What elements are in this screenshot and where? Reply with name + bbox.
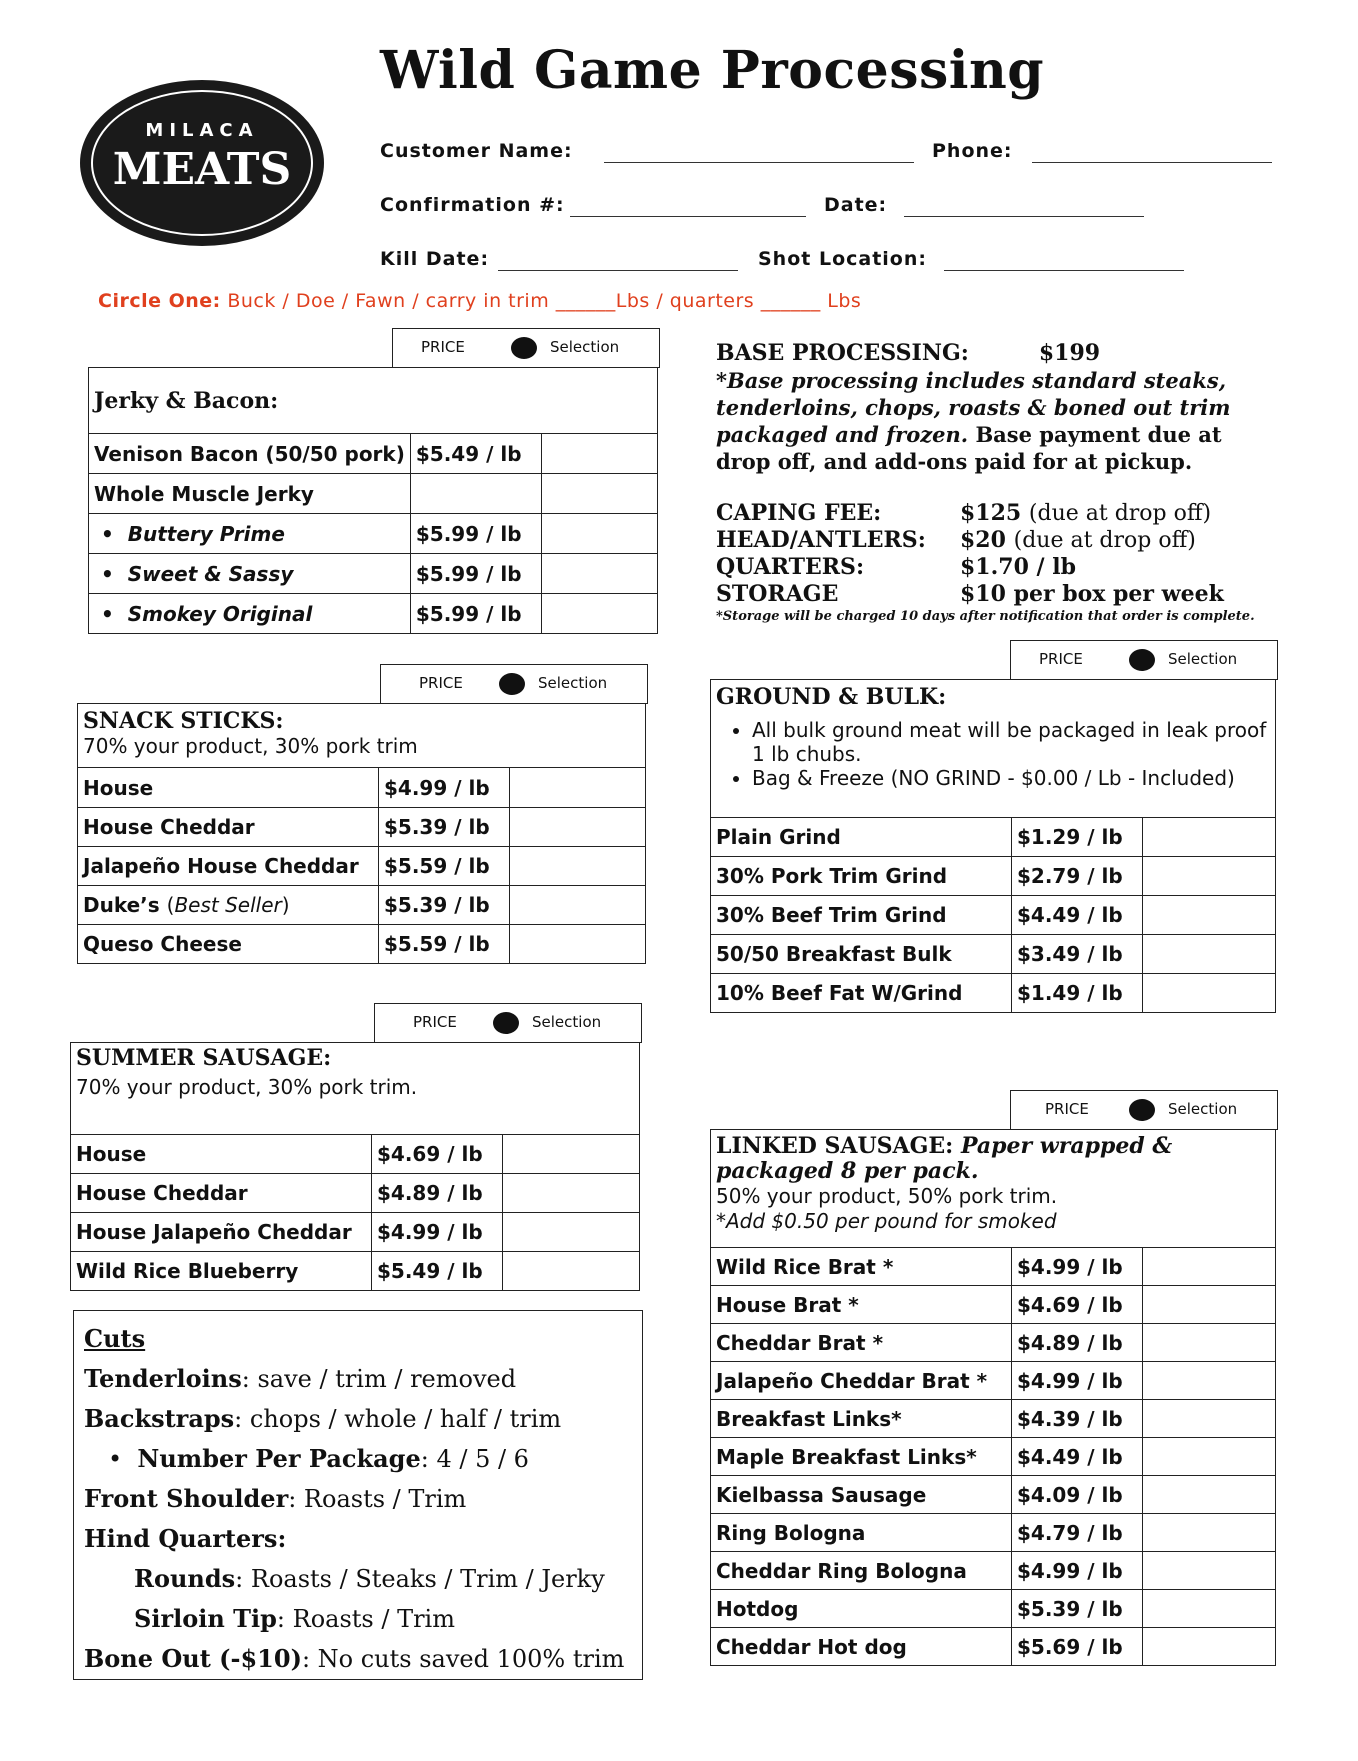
item-name: Maple Breakfast Links*	[711, 1438, 1012, 1476]
shot-location-field[interactable]	[944, 270, 1184, 271]
ground-table	[710, 679, 1276, 1013]
item-price: $5.39 / lb	[379, 886, 510, 925]
table-row	[78, 847, 646, 886]
confirmation-label: Confirmation #:	[380, 194, 565, 216]
item-price: $5.39 / lb	[1012, 1590, 1143, 1628]
base-price: $199	[1038, 340, 1101, 366]
item-name: House Cheddar	[78, 808, 379, 847]
item-price: $4.99 / lb	[1012, 1552, 1143, 1590]
item-name: House Brat *	[711, 1286, 1012, 1324]
item-name: House Jalapeño Cheddar	[71, 1213, 372, 1252]
item-name: Wild Rice Blueberry	[71, 1252, 372, 1291]
table-row	[711, 1438, 1276, 1476]
item-name: 30% Beef Trim Grind	[711, 896, 1012, 935]
item-price: $4.89 / lb	[1012, 1324, 1143, 1362]
cuts-backstraps[interactable]: Backstraps: chops / whole / half / trim	[84, 1404, 562, 1433]
customer-name-label: Customer Name:	[380, 140, 573, 162]
snack-title: SNACK STICKS:	[83, 708, 284, 734]
item-price: $5.69 / lb	[1012, 1628, 1143, 1666]
table-row	[89, 594, 658, 634]
selection-cell[interactable]	[503, 1252, 640, 1291]
table-row	[89, 474, 658, 514]
table-row	[711, 1552, 1276, 1590]
table-row	[78, 925, 646, 964]
item-price: $4.89 / lb	[372, 1174, 503, 1213]
selection-cell[interactable]	[1143, 1628, 1276, 1666]
linked-title-italic: Paper wrapped & packaged 8 per pack.	[716, 1133, 1173, 1184]
base-processing	[716, 340, 1256, 475]
jerky-title: Jerky & Bacon:	[89, 368, 658, 434]
item-price: $4.79 / lb	[1012, 1514, 1143, 1552]
selection-cell[interactable]	[1143, 1400, 1276, 1438]
item-name: Venison Bacon (50/50 pork)	[89, 434, 411, 474]
snack-subtitle: 70% your product, 30% pork trim	[83, 734, 418, 758]
selection-dot-icon	[499, 673, 525, 695]
selection-cell[interactable]	[1143, 1324, 1276, 1362]
item-price: $4.99 / lb	[372, 1213, 503, 1252]
selection-dot-icon	[1129, 1099, 1155, 1121]
ground-header-cell	[711, 680, 1276, 818]
selection-cell[interactable]	[510, 886, 646, 925]
item-price: $4.49 / lb	[1012, 1438, 1143, 1476]
table-row	[711, 974, 1276, 1013]
item-price: $4.49 / lb	[1012, 896, 1143, 935]
base-label: BASE PROCESSING:	[716, 340, 969, 366]
item-name: 50/50 Breakfast Bulk	[711, 935, 1012, 974]
selection-cell[interactable]	[510, 808, 646, 847]
item-name: • Buttery Prime	[89, 514, 411, 554]
snack-col-header	[380, 664, 648, 704]
selection-cell[interactable]	[1143, 1590, 1276, 1628]
selection-cell[interactable]	[541, 594, 657, 634]
table-row	[89, 554, 658, 594]
jerky-table	[88, 367, 658, 634]
table-row	[89, 434, 658, 474]
selection-dot-icon	[493, 1012, 519, 1034]
logo-main-text: MEATS	[112, 144, 292, 195]
table-row	[711, 1476, 1276, 1514]
item-name: House	[71, 1135, 372, 1174]
item-name: Plain Grind	[711, 818, 1012, 857]
item-price: $1.29 / lb	[1012, 818, 1143, 857]
selection-cell[interactable]	[1143, 1248, 1276, 1286]
item-price: $4.99 / lb	[1012, 1248, 1143, 1286]
item-name: Cheddar Ring Bologna	[711, 1552, 1012, 1590]
selection-cell[interactable]	[1143, 896, 1276, 935]
confirmation-field[interactable]	[570, 216, 806, 217]
price-col-label: PRICE	[413, 1013, 457, 1031]
item-name: Jalapeño Cheddar Brat *	[711, 1362, 1012, 1400]
item-price: $5.59 / lb	[379, 847, 510, 886]
item-name: Hotdog	[711, 1590, 1012, 1628]
table-row	[89, 514, 658, 554]
item-name: Duke’s (Best Seller)	[78, 886, 379, 925]
item-name: Wild Rice Brat *	[711, 1248, 1012, 1286]
table-row	[711, 935, 1276, 974]
cuts-bone-out[interactable]: Bone Out (-$10): No cuts saved 100% trim	[84, 1644, 625, 1673]
date-label: Date:	[824, 194, 888, 216]
item-name: Whole Muscle Jerky	[89, 474, 411, 514]
item-price: $5.59 / lb	[379, 925, 510, 964]
logo-top-text: MILACA	[145, 120, 259, 141]
table-row	[711, 1400, 1276, 1438]
item-name: Queso Cheese	[78, 925, 379, 964]
cuts-title: Cuts	[84, 1324, 146, 1353]
cuts-number-per-package[interactable]: • Number Per Package: 4 / 5 / 6	[108, 1444, 529, 1473]
table-row	[711, 818, 1276, 857]
table-row	[71, 1213, 640, 1252]
circle-one-options[interactable]: Buck / Doe / Fawn / carry in trim ______Lbs / quarters ______ Lbs	[227, 290, 862, 312]
storage-note: *Storage will be charged 10 days after notification that order is complete.	[716, 609, 1255, 624]
item-price: $5.99 / lb	[410, 594, 541, 634]
selection-cell[interactable]	[1143, 857, 1276, 896]
cuts-rounds[interactable]: Rounds: Roasts / Steaks / Trim / Jerky	[134, 1564, 605, 1593]
selection-cell[interactable]	[1143, 818, 1276, 857]
price-col-label: PRICE	[421, 338, 465, 356]
selection-cell[interactable]	[510, 925, 646, 964]
table-row	[71, 1135, 640, 1174]
price-col-label: PRICE	[1045, 1100, 1089, 1118]
item-price: $4.99 / lb	[379, 768, 510, 808]
item-price: $2.79 / lb	[1012, 857, 1143, 896]
table-row	[71, 1252, 640, 1291]
selection-cell[interactable]	[510, 847, 646, 886]
circle-one-label: Circle One:	[98, 290, 221, 312]
selection-cell[interactable]	[503, 1135, 640, 1174]
phone-field[interactable]	[1032, 162, 1272, 163]
selection-col-label: Selection	[1168, 1100, 1238, 1118]
selection-cell[interactable]	[1143, 935, 1276, 974]
item-price: $1.49 / lb	[1012, 974, 1143, 1013]
item-price: $5.99 / lb	[410, 554, 541, 594]
selection-cell[interactable]	[541, 514, 657, 554]
table-row	[711, 1590, 1276, 1628]
selection-cell[interactable]	[541, 434, 657, 474]
selection-cell[interactable]	[541, 554, 657, 594]
cuts-sirloin-tip[interactable]: Sirloin Tip: Roasts / Trim	[134, 1604, 455, 1633]
snack-table	[77, 703, 646, 964]
table-row	[78, 886, 646, 925]
cuts-front-shoulder[interactable]: Front Shoulder: Roasts / Trim	[84, 1484, 467, 1513]
table-row	[711, 1362, 1276, 1400]
fees	[716, 500, 1256, 625]
cuts-box	[73, 1310, 643, 1680]
selection-dot-icon	[511, 337, 537, 359]
item-name: 30% Pork Trim Grind	[711, 857, 1012, 896]
item-price: $4.99 / lb	[1012, 1362, 1143, 1400]
price-col-label: PRICE	[1039, 650, 1083, 668]
fee-row: STORAGE $10 per box per week	[716, 581, 1224, 607]
item-price: $4.39 / lb	[1012, 1400, 1143, 1438]
cuts-hind-quarters: Hind Quarters:	[84, 1524, 287, 1553]
table-row	[78, 808, 646, 847]
item-price: $4.69 / lb	[1012, 1286, 1143, 1324]
item-name: Cheddar Hot dog	[711, 1628, 1012, 1666]
cuts-tenderloins[interactable]: Tenderloins: save / trim / removed	[84, 1364, 517, 1393]
ground-title: GROUND & BULK:	[716, 684, 947, 710]
item-name: Jalapeño House Cheddar	[78, 847, 379, 886]
item-price	[410, 474, 541, 514]
selection-cell[interactable]	[1143, 1476, 1276, 1514]
table-row	[711, 1286, 1276, 1324]
summer-header-cell	[71, 1043, 640, 1135]
table-row	[711, 1514, 1276, 1552]
linked-table	[710, 1129, 1276, 1666]
item-price: $5.49 / lb	[410, 434, 541, 474]
selection-cell[interactable]	[1143, 1552, 1276, 1590]
price-col-label: PRICE	[419, 674, 463, 692]
selection-cell[interactable]	[1143, 1514, 1276, 1552]
selection-cell[interactable]	[503, 1213, 640, 1252]
selection-cell[interactable]	[1143, 1362, 1276, 1400]
item-price: $5.39 / lb	[379, 808, 510, 847]
fee-row: HEAD/ANTLERS: $20 (due at drop off)	[716, 527, 1196, 553]
linked-title: LINKED SAUSAGE:	[716, 1133, 954, 1159]
fee-row: QUARTERS: $1.70 / lb	[716, 554, 1076, 580]
selection-col-label: Selection	[538, 674, 608, 692]
linked-subtitle: 50% your product, 50% pork trim.	[716, 1184, 1058, 1208]
circle-one-row[interactable]	[98, 290, 861, 312]
linked-header-cell	[711, 1130, 1276, 1248]
item-name: Kielbassa Sausage	[711, 1476, 1012, 1514]
selection-cell[interactable]	[1143, 1438, 1276, 1476]
item-name: • Sweet & Sassy	[89, 554, 411, 594]
table-row	[78, 768, 646, 808]
phone-label: Phone:	[932, 140, 1013, 162]
item-name: Breakfast Links*	[711, 1400, 1012, 1438]
item-price: $4.09 / lb	[1012, 1476, 1143, 1514]
item-name: House Cheddar	[71, 1174, 372, 1213]
list-item: • Bag & Freeze (NO GRIND - $0.00 / Lb - Included)	[752, 766, 1270, 790]
base-note-bold: Base payment due at drop off, and add-ons paid for at pickup.	[716, 422, 1222, 474]
table-row	[711, 1628, 1276, 1666]
page-title: Wild Game Processing	[380, 40, 1045, 101]
summer-col-header	[374, 1003, 642, 1043]
item-price: $5.49 / lb	[372, 1252, 503, 1291]
base-note-italic: *Base processing includes standard steaks, tenderloins, chops, roasts & boned out trim packaged and frozen.	[716, 368, 1231, 447]
selection-col-label: Selection	[532, 1013, 602, 1031]
item-price: $4.69 / lb	[372, 1135, 503, 1174]
table-row	[711, 1324, 1276, 1362]
selection-cell[interactable]	[541, 474, 657, 514]
jerky-col-header	[392, 328, 660, 368]
item-name: Cheddar Brat *	[711, 1324, 1012, 1362]
selection-dot-icon	[1129, 649, 1155, 671]
item-price: $3.49 / lb	[1012, 935, 1143, 974]
list-item: • All bulk ground meat will be packaged in leak proof 1 lb chubs.	[752, 718, 1270, 766]
ground-col-header	[1010, 640, 1278, 680]
table-row	[71, 1174, 640, 1213]
customer-name-field[interactable]	[604, 162, 914, 163]
selection-cell[interactable]	[503, 1174, 640, 1213]
linked-smoked-note: *Add $0.50 per pound for smoked	[716, 1209, 1057, 1233]
selection-cell[interactable]	[510, 768, 646, 808]
logo	[78, 78, 326, 248]
table-row	[711, 1248, 1276, 1286]
summer-table	[70, 1042, 640, 1291]
linked-col-header	[1010, 1090, 1278, 1130]
kill-date-label: Kill Date:	[380, 248, 490, 270]
table-row	[711, 857, 1276, 896]
selection-cell[interactable]	[1143, 1286, 1276, 1324]
date-field[interactable]	[904, 216, 1144, 217]
selection-col-label: Selection	[550, 338, 620, 356]
selection-col-label: Selection	[1168, 650, 1238, 668]
fee-row: CAPING FEE: $125 (due at drop off)	[716, 500, 1212, 526]
item-price: $5.99 / lb	[410, 514, 541, 554]
snack-header-cell	[78, 704, 646, 768]
item-name: Ring Bologna	[711, 1514, 1012, 1552]
summer-title: SUMMER SAUSAGE:	[76, 1045, 332, 1071]
table-row	[711, 896, 1276, 935]
summer-subtitle: 70% your product, 30% pork trim.	[76, 1075, 418, 1099]
item-name: 10% Beef Fat W/Grind	[711, 974, 1012, 1013]
item-name: • Smokey Original	[89, 594, 411, 634]
item-name: House	[78, 768, 379, 808]
kill-date-field[interactable]	[498, 270, 738, 271]
shot-location-label: Shot Location:	[758, 248, 927, 270]
selection-cell[interactable]	[1143, 974, 1276, 1013]
